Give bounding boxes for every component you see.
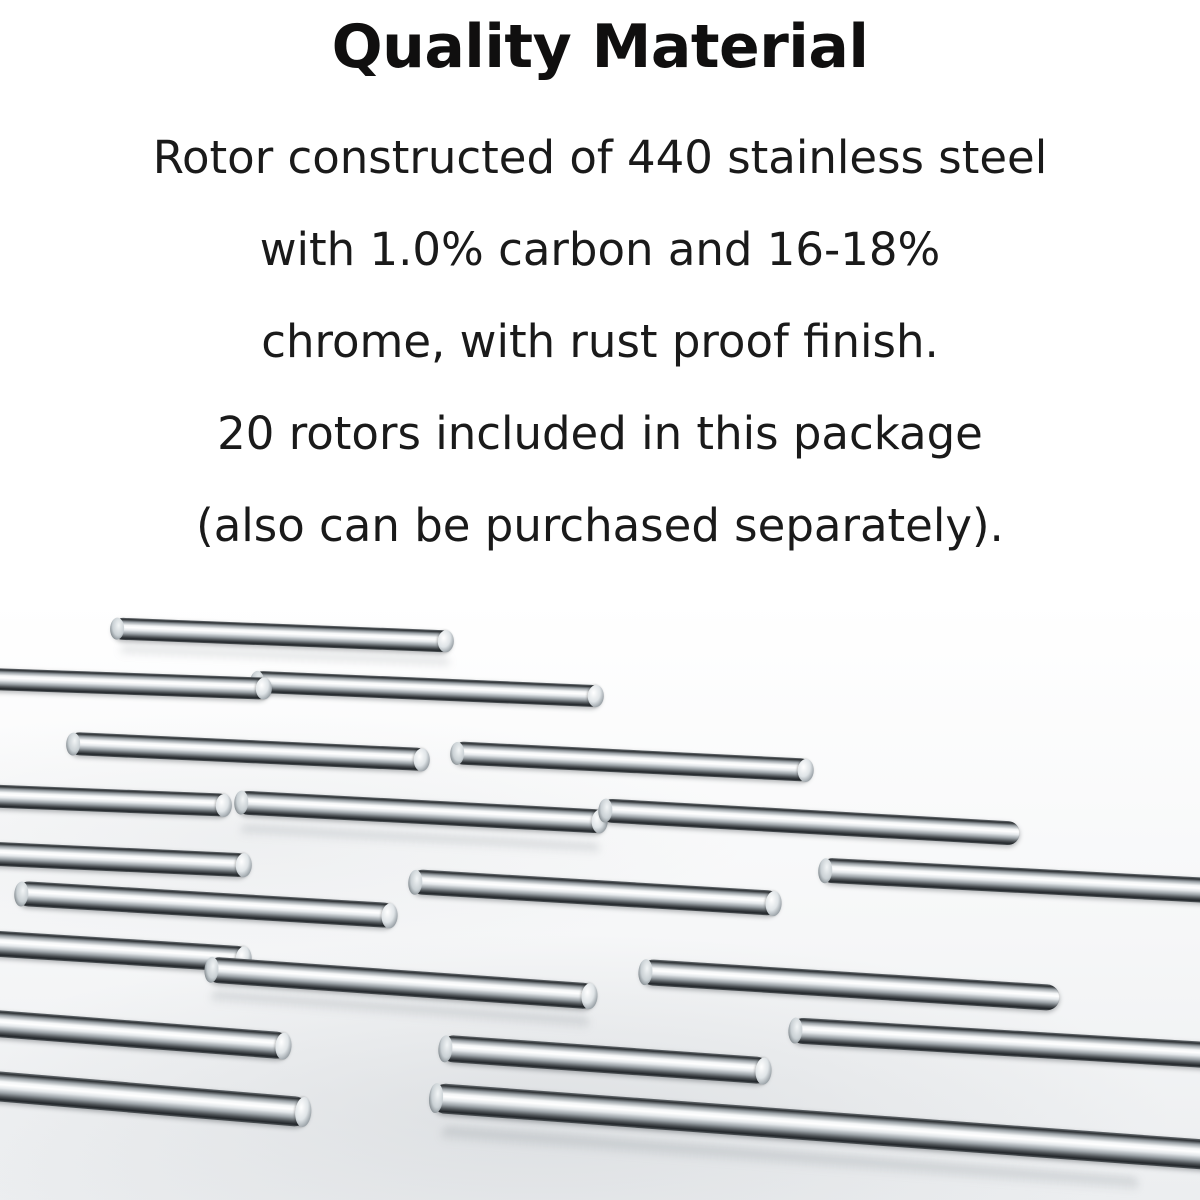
description-line-1: Rotor constructed of 440 stainless steel [152, 131, 1048, 184]
description-paragraph [0, 86, 1200, 572]
text-block [0, 0, 1200, 572]
description-line-4: 20 rotors included in this package [217, 407, 983, 460]
product-photo-steel-rods [0, 600, 1200, 1200]
description-line-5: (also can be purchased separately). [196, 499, 1004, 552]
page-title: Quality Material [331, 12, 869, 82]
description-line-2: with 1.0% carbon and 16-18% [259, 223, 941, 276]
description-line-3: chrome, with rust proof finish. [261, 315, 939, 368]
